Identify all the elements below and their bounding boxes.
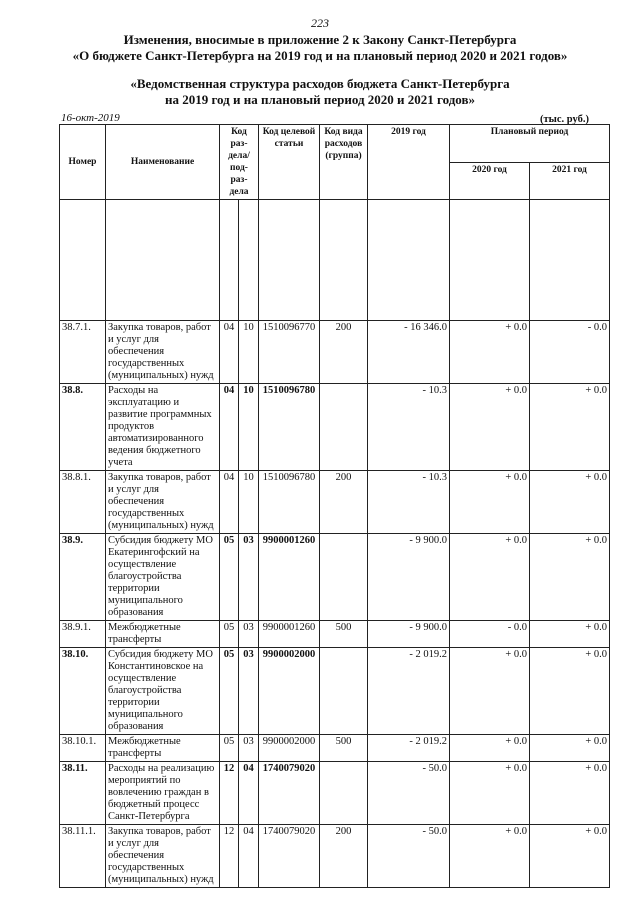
title-line-1: Изменения, вносимые в приложение 2 к Закону Санкт-Петербурга — [123, 32, 517, 47]
row-section: 04 — [220, 384, 239, 471]
row-number: 38.8.1. — [60, 471, 106, 534]
row-value-2019: - 2 019.2 — [368, 648, 450, 735]
row-value-2019: - 50.0 — [368, 825, 450, 888]
row-expense-type — [320, 762, 368, 825]
row-value-2020: + 0.0 — [450, 534, 530, 621]
row-value-2019: - 16 346.0 — [368, 321, 450, 384]
budget-table — [59, 124, 610, 888]
row-expense-type — [320, 534, 368, 621]
header-number: Номер — [60, 125, 106, 200]
header-section-code: Код раз-дела/ под-раз-дела — [220, 125, 259, 200]
table-row — [60, 321, 610, 384]
row-number: 38.10.1. — [60, 735, 106, 762]
row-section: 05 — [220, 534, 239, 621]
row-value-2019: - 9 900.0 — [368, 534, 450, 621]
row-target-code: 1510096780 — [259, 384, 320, 471]
row-name: Закупка товаров, работ и услуг для обеспечения государственных (муниципальных) нужд — [106, 825, 220, 888]
row-name: Субсидия бюджету МО Екатерингофский на осуществление благоустройства территории муниципального образования — [106, 534, 220, 621]
title-line-2: «О бюджете Санкт-Петербурга на 2019 год и на плановый период 2020 и 2021 годов» — [72, 48, 568, 63]
row-value-2021: + 0.0 — [530, 735, 610, 762]
row-name: Межбюджетные трансферты — [106, 621, 220, 648]
row-value-2021: + 0.0 — [530, 621, 610, 648]
table-row — [60, 648, 610, 735]
row-target-code: 9900002000 — [259, 735, 320, 762]
header-2020: 2020 год — [450, 162, 530, 200]
row-number: 38.7.1. — [60, 321, 106, 384]
table-row — [60, 825, 610, 888]
row-value-2021: - 0.0 — [530, 321, 610, 384]
row-section: 05 — [220, 735, 239, 762]
row-subsection: 03 — [239, 621, 259, 648]
row-section: 12 — [220, 762, 239, 825]
units-label: (тыс. руб.) — [540, 114, 589, 125]
row-target-code: 1740079020 — [259, 825, 320, 888]
row-number: 38.10. — [60, 648, 106, 735]
row-value-2020: + 0.0 — [450, 471, 530, 534]
row-section: 04 — [220, 321, 239, 384]
row-subsection: 03 — [239, 735, 259, 762]
row-subsection: 04 — [239, 762, 259, 825]
row-section: 12 — [220, 825, 239, 888]
subtitle-line-1: «Ведомственная структура расходов бюджета Санкт-Петербурга — [130, 76, 510, 91]
document-title — [0, 32, 640, 64]
row-number: 38.11. — [60, 762, 106, 825]
row-expense-type: 200 — [320, 825, 368, 888]
row-value-2020: + 0.0 — [450, 735, 530, 762]
row-value-2021: + 0.0 — [530, 648, 610, 735]
row-target-code: 9900002000 — [259, 648, 320, 735]
table-row — [60, 471, 610, 534]
row-value-2020: + 0.0 — [450, 825, 530, 888]
document-date: 16-окт-2019 — [61, 112, 120, 124]
table-body — [60, 321, 610, 888]
header-2019: 2019 год — [368, 125, 450, 200]
table-row — [60, 534, 610, 621]
header-target-code: Код целевой статьи — [259, 125, 320, 200]
row-expense-type — [320, 648, 368, 735]
row-value-2021: + 0.0 — [530, 534, 610, 621]
row-name: Субсидия бюджету МО Константиновское на осуществление благоустройства территории муниципального образования — [106, 648, 220, 735]
row-name: Закупка товаров, работ и услуг для обеспечения государственных (муниципальных) нужд — [106, 471, 220, 534]
row-value-2021: + 0.0 — [530, 384, 610, 471]
row-name: Расходы на реализацию мероприятий по вовлечению граждан в бюджетный процесс Санкт-Петербурга — [106, 762, 220, 825]
row-value-2021: + 0.0 — [530, 471, 610, 534]
row-section: 05 — [220, 648, 239, 735]
header-planned-period: Плановый период — [450, 125, 610, 163]
row-expense-type — [320, 384, 368, 471]
page-number: 223 — [311, 16, 329, 30]
row-value-2020: + 0.0 — [450, 762, 530, 825]
subtitle-line-2: на 2019 год и на плановый период 2020 и 2021 годов» — [164, 92, 475, 107]
header-spacer-row — [60, 200, 610, 321]
row-value-2021: + 0.0 — [530, 762, 610, 825]
header-expense-type: Код вида расходов (группа) — [320, 125, 368, 200]
table-row — [60, 621, 610, 648]
table-row — [60, 735, 610, 762]
row-subsection: 03 — [239, 534, 259, 621]
row-target-code: 1510096770 — [259, 321, 320, 384]
row-value-2019: - 50.0 — [368, 762, 450, 825]
table-row — [60, 384, 610, 471]
row-value-2019: - 2 019.2 — [368, 735, 450, 762]
row-expense-type: 200 — [320, 471, 368, 534]
row-name: Межбюджетные трансферты — [106, 735, 220, 762]
row-name: Закупка товаров, работ и услуг для обеспечения государственных (муниципальных) нужд — [106, 321, 220, 384]
row-expense-type: 500 — [320, 735, 368, 762]
row-number: 38.9.1. — [60, 621, 106, 648]
row-number: 38.11.1. — [60, 825, 106, 888]
header-name: Наименование — [106, 125, 220, 200]
row-expense-type: 500 — [320, 621, 368, 648]
row-value-2019: - 10.3 — [368, 471, 450, 534]
document-subtitle — [0, 76, 640, 108]
row-section: 05 — [220, 621, 239, 648]
row-value-2020: - 0.0 — [450, 621, 530, 648]
row-section: 04 — [220, 471, 239, 534]
row-target-code: 1740079020 — [259, 762, 320, 825]
row-expense-type: 200 — [320, 321, 368, 384]
row-subsection: 04 — [239, 825, 259, 888]
row-target-code: 1510096780 — [259, 471, 320, 534]
header-2021: 2021 год — [530, 162, 610, 200]
row-subsection: 10 — [239, 384, 259, 471]
row-value-2019: - 10.3 — [368, 384, 450, 471]
row-value-2020: + 0.0 — [450, 648, 530, 735]
row-number: 38.8. — [60, 384, 106, 471]
row-target-code: 9900001260 — [259, 621, 320, 648]
row-target-code: 9900001260 — [259, 534, 320, 621]
row-number: 38.9. — [60, 534, 106, 621]
row-subsection: 10 — [239, 471, 259, 534]
row-value-2020: + 0.0 — [450, 384, 530, 471]
row-value-2021: + 0.0 — [530, 825, 610, 888]
table-row — [60, 762, 610, 825]
row-value-2019: - 9 900.0 — [368, 621, 450, 648]
row-subsection: 03 — [239, 648, 259, 735]
row-subsection: 10 — [239, 321, 259, 384]
row-name: Расходы на эксплуатацию и развитие программных продуктов автоматизированного ведения бюджетного учета — [106, 384, 220, 471]
row-value-2020: + 0.0 — [450, 321, 530, 384]
